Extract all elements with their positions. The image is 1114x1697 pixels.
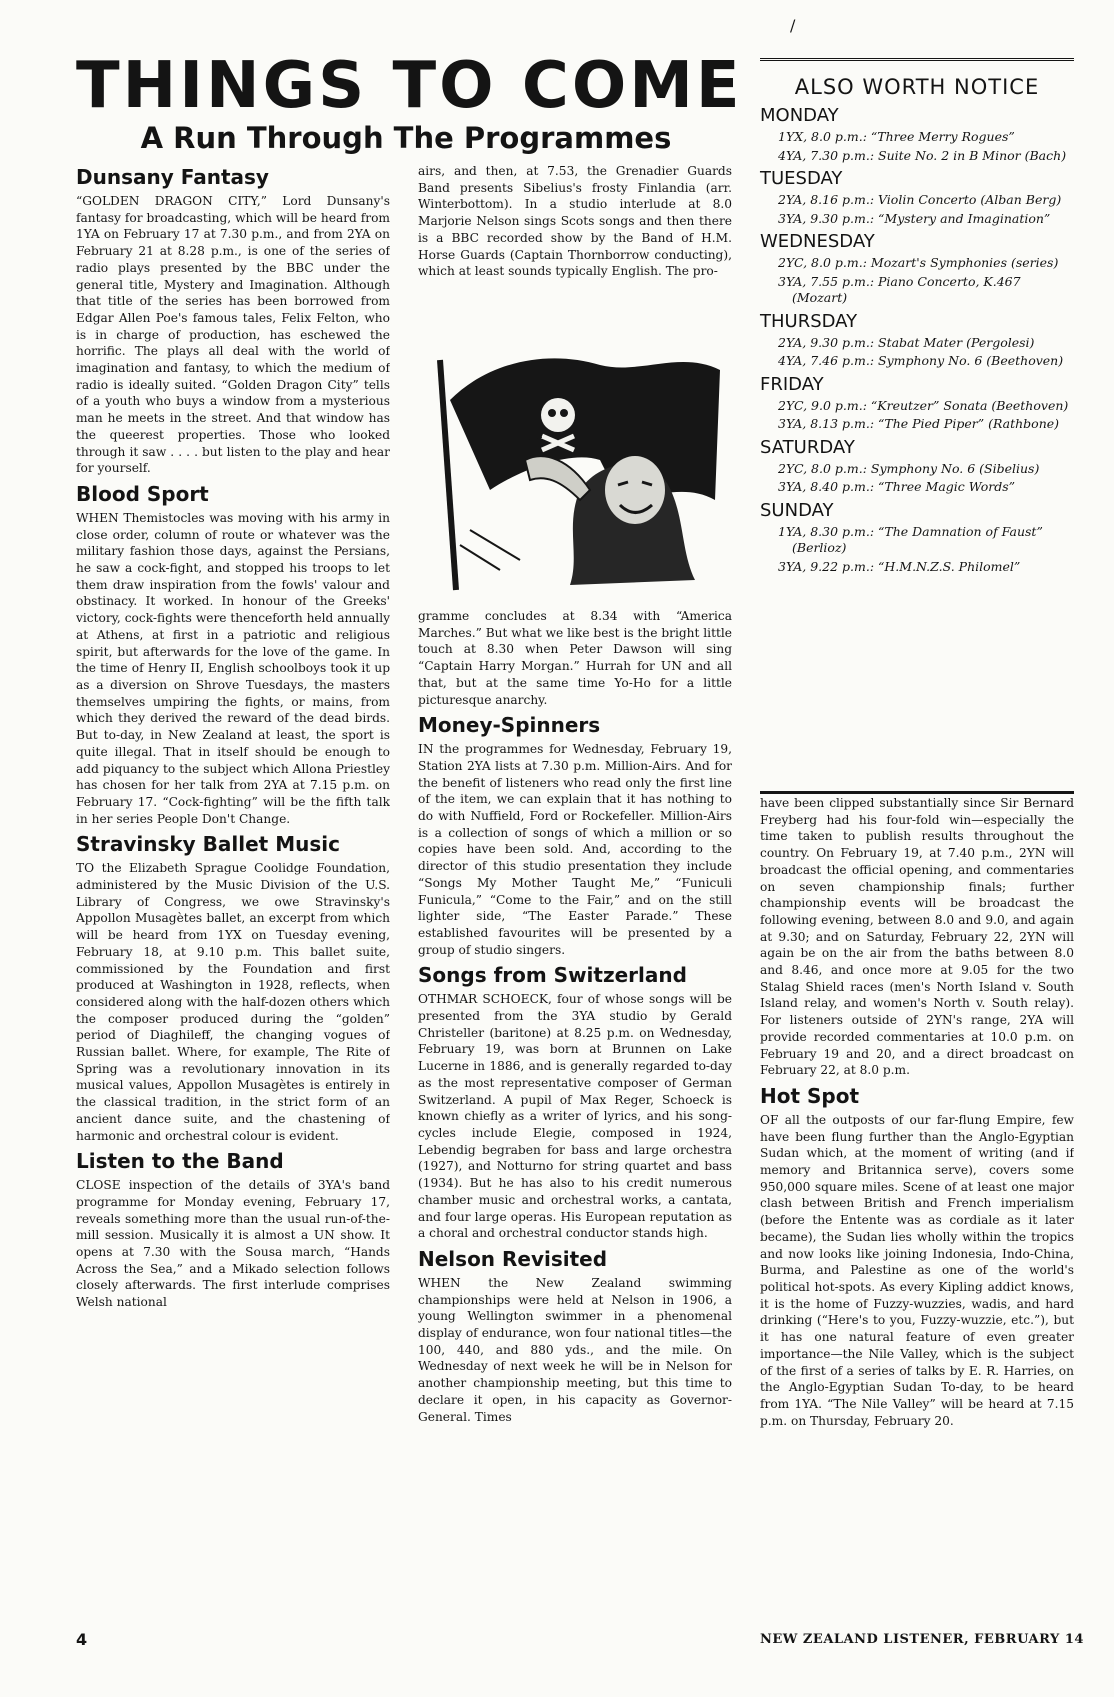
page-subtitle: A Run Through The Programmes: [140, 121, 672, 155]
notice-title: ALSO WORTH NOTICE: [794, 75, 1040, 99]
notice-entry: 3YA, 9.30 p.m.: “Mystery and Imagination”: [778, 210, 1051, 226]
notice-day-saturday: SATURDAY: [760, 436, 855, 458]
article-songs-from-switzerland: OTHMAR SCHOECK, four of whose songs will be presented from the 3YA studio by Gerald Christeller (baritone) at 8.25 p.m. on Wednesday, February 19, was born at Brunnen on Lake Lucerne in 1886, and is generally regarded to-day as the most representative composer of German Switzerland. A pupil of Max Reger, Schoeck is known chiefly as a writer of lyrics, and his song-cycles include Elegie, composed in 1924, Lebendig begraben for bass and large orchestra (1927), and Notturno for string quartet and bass (1934). But he has also to his credit numerous chamber music and orchestral works, a cantata, and four large operas. His European reputation as a choral and orchestral conductor stands high.: [418, 992, 732, 1241]
column-1: [76, 160, 390, 1622]
heading-blood-sport: Blood Sport: [76, 481, 209, 506]
heading-songs-from-switzerland: Songs from Switzerland: [418, 963, 687, 988]
notice-entry: 1YX, 8.0 p.m.: “Three Merry Rogues”: [778, 129, 1015, 144]
notice-entry: 2YC, 9.0 p.m.: “Kreutzer” Sonata (Beethoven): [778, 397, 1069, 413]
notice-day-monday: MONDAY: [760, 105, 839, 126]
heading-nelson-revisited: Nelson Revisited: [418, 1246, 608, 1271]
notice-entry: 1YA, 8.30 p.m.: “The Damnation of Faust” (Berlioz): [778, 523, 1043, 555]
heading-hot-spot: Hot Spot: [760, 1083, 860, 1108]
notice-day-friday: FRIDAY: [760, 373, 824, 395]
article-blood-sport: WHEN Themistocles was moving with his army in close order, column of route or whatever was the military fashion those days, against the Persians, he saw a cock-fight, and stopped his troops to let them draw inspiration from the fowls' valour and obstinacy. It worked. In honour of the Greeks' victory, cock-fights were thenceforth held annually at Athens, at first in a patriotic and religious spirit, but afterwards for the love of the game. In the time of Henry II, English schoolboys took it up as a diversion on Shrove Tuesdays, the masters themselves umpiring the fights, or mains, from which they derived the reward of the dead birds. But to-day, in New Zealand at least, the sport is quite illegal. That in itself should be enough to add piquancy to the subject which Allona Priestley has chosen for her talk from 2YA at 7.15 p.m. on February 17. “Cock-fighting” will be the fifth talk in her series People Don't Change.: [76, 510, 390, 826]
article-dunsany-fantasy: “GOLDEN DRAGON CITY,” Lord Dunsany's fantasy for broadcasting, which will be heard from 1YA on February 17 at 7.30 p.m., and from 2YA on February 21 at 8.28 p.m., is one of the series of radio plays presented by the BBC under the general title, Mystery and Imagination. Although that title of the series has been borrowed from Edgar Allen Poe's famous tales, Felix Felton, who is in charge of production, has eschewed the horrific. The plays all deal with the world of imagination and fantasy, to which the medium of radio is ideally suited. “Golden Dragon City” tells of a youth who buys a window from a mysterious man he meets in the street. And that window has the queerest properties. Those who looked through it saw . . . . but listen to the play and hear for yourself.: [76, 194, 390, 476]
notice-day-list: [760, 105, 1074, 575]
notice-entry: 2YA, 9.30 p.m.: Stabat Mater (Pergolesi): [778, 334, 1035, 350]
notice-entry: 4YA, 7.30 p.m.: Suite No. 2 in B Minor (Bach): [778, 147, 1067, 163]
heading-money-spinners: Money-Spinners: [418, 713, 601, 738]
page-number: 4: [76, 1630, 88, 1649]
notice-day-wednesday: WEDNESDAY: [760, 231, 875, 252]
article-nelson-revisited-continued: have been clipped substantially since Sir Bernard Freyberg had his four-fold win—especially the time taken to publish results throughout the country. On February 19, at 7.40 p.m., 2YN will broadcast the official opening, and commentaries on seven championship finals; further championship events will be broadcast the following evening, between 8.0 and 9.0, and again at 9.30; and on Saturday, February 22, 2YN will again be on the air from the baths between 8.0 and 8.46, and once more at 9.05 for the two Stalag Shield races (men's North Island v. South Island relay, and women's North v. South relay). For listeners outside of 2YN's range, 2YA will provide recorded commentaries at 10.0 p.m. on February 19 and 20, and a direct broadcast on February 22, at 8.0 p.m.: [760, 796, 1074, 1078]
notice-entry: 2YC, 8.0 p.m.: Mozart's Symphonies (series): [778, 255, 1059, 270]
column-2-top: [418, 163, 732, 323]
notice-entry: 2YC, 8.0 p.m.: Symphony No. 6 (Sibelius): [778, 460, 1040, 476]
column-3: [760, 795, 1074, 1625]
flag-shape: [450, 358, 720, 500]
pirate-flag-illustration: [430, 340, 730, 598]
heading-dunsany-fantasy: Dunsany Fantasy: [76, 165, 269, 189]
notice-entry: 3YA, 8.13 p.m.: “The Pied Piper” (Rathbone): [778, 416, 1060, 431]
page-title: THINGS TO COME: [76, 49, 743, 123]
notice-entry: 3YA, 8.40 p.m.: “Three Magic Words”: [778, 479, 1016, 494]
notice-entry: 2YA, 8.16 p.m.: Violin Concerto (Alban Berg): [778, 192, 1062, 207]
article-nelson-revisited: WHEN the New Zealand swimming championships were held at Nelson in 1906, a young Wellington swimmer in a phenomenal display of endurance, won four national titles—the 100, 440, and 880 yds., and the mile. On Wednesday of next week he will be in Nelson for another championship meeting, but this time to declare it open, in his capacity as Governor-General. Times: [418, 1275, 732, 1424]
heading-stravinsky: Stravinsky Ballet Music: [76, 832, 340, 857]
article-listen-to-the-band-end: gramme concludes at 8.34 with “America Marches.” But what we like best is the bright little touch at 8.30 when Peter Dawson will sing “Captain Harry Morgan.” Hurrah for UN and all that, but at the same time Yo-Ho for a little picturesque anarchy.: [418, 609, 732, 707]
article-money-spinners: IN the programmes for Wednesday, February 19, Station 2YA lists at 7.30 p.m. Million-Airs. And for the benefit of listeners who read only the first line of the item, we can explain that it has nothing to do with Nuffield, Ford or Rockefeller. Million-Airs is a collection of songs of which a million or so copies have been sold. And, according to the director of this studio presentation they include “Songs My Mother Taught Me,” “Funiculi Funicula,” “Come to the Fair,” and on the still lighter side, “The Easter Parade.” These established favourites will be presented by a group of studio singers.: [418, 742, 732, 957]
notice-entry: 3YA, 7.55 p.m.: Piano Concerto, K.467 (Mozart): [778, 273, 1021, 305]
also-worth-notice-box: [760, 58, 1074, 794]
article-stravinsky: TO the Elizabeth Sprague Coolidge Foundation, administered by the Music Division of the U.S. Library of Congress, we owe Stravinsky's Appollon Musagètes ballet, an excerpt from which will be heard from 1YX on Tuesday evening, February 18, at 9.10 p.m. This ballet suite, commissioned by the Foundation and first produced at Washington in 1928, reflects, when considered along with the half-dozen others which the composer produced during the “golden” period of Diaghileff, the changing vogues of Russian ballet. Where, for example, The Rite of Spring was a revolutionary innovation in its musical values, Appollon Musagètes is entirely in the classical tradition, in the strict form of an ancient dance suite, and the chastening of harmonic and orchestral colour is evident.: [76, 861, 390, 1143]
article-listen-to-the-band-continued: airs, and then, at 7.53, the Grenadier Guards Band presents Sibelius's frosty Finlandia (arr. Winterbottom). In a studio interlude at 8.0 Marjorie Nelson sings Scots songs and then there is a BBC recorded show by the Band of H.M. Horse Guards (Captain Thornborrow conducting), which at least sounds typically English. The pro-: [418, 164, 732, 279]
notice-entry: 4YA, 7.46 p.m.: Symphony No. 6 (Beethoven): [778, 353, 1064, 368]
margin-mark: /: [790, 16, 796, 35]
notice-day-thursday: THURSDAY: [760, 310, 858, 332]
article-hot-spot: OF all the outposts of our far-flung Empire, few have been flung further than the Anglo-Egyptian Sudan which, at the moment of writing (and if memory and Britannica serve), covers some 950,000 square miles. Scene of at least one major clash between British and French imperialism (before the Entente was as cordiale as it later became), the Sudan lies wholly within the tropics and now looks like joining Indonesia, Indo-China, Burma, and Palestine as one of the world's political hot-spots. As every Kipling addict knows, it is the home of Fuzzy-wuzzies, wadis, and hard drinking (“Here's to you, Fuzzy-wuzzie, etc.”), but it has one natural feature of even greater importance—the Nile Valley, which is the subject of the first of a series of talks by E. R. Harries, on the Anglo-Egyptian Sudan To-day, to be heard from 1YA. “The Nile Valley” will be heard at 7.15 p.m. on Thursday, February 20.: [760, 1112, 1074, 1428]
notice-entry: 3YA, 9.22 p.m.: “H.M.N.Z.S. Philomel”: [778, 558, 1021, 574]
heading-listen-to-the-band: Listen to the Band: [76, 1149, 284, 1174]
notice-day-sunday: SUNDAY: [760, 499, 834, 521]
pirate-arm: [525, 456, 590, 500]
notice-day-tuesday: TUESDAY: [760, 168, 843, 189]
article-listen-to-the-band: CLOSE inspection of the details of 3YA's band programme for Monday evening, February 17, reveals something more than the usual run-of-the-mill session. Musically it is almost a UN show. It opens at 7.30 with the Sousa march, “Hands Across the Sea,” and a Mikado selection follows closely afterwards. The first interlude comprises Welsh national: [76, 1178, 390, 1310]
skull-icon: [541, 398, 575, 432]
column-2-bottom: [418, 608, 732, 1618]
page-footer: NEW ZEALAND LISTENER, FEBRUARY 14: [760, 1632, 1084, 1647]
flagpole: [440, 360, 456, 590]
